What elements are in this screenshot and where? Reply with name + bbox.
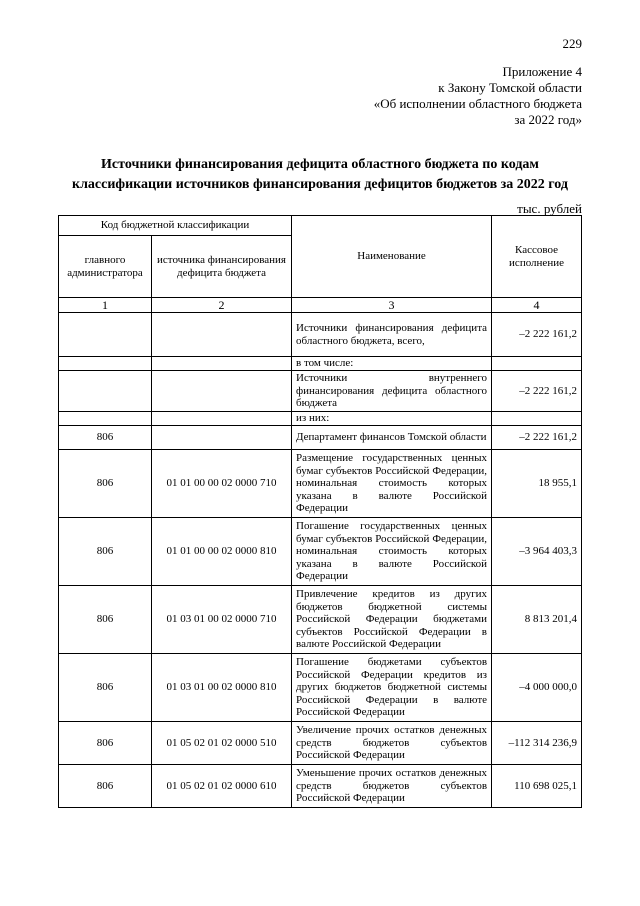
- name-cell: Уменьшение прочих остатков денежных средств бюджетов субъектов Российской Федерации: [292, 765, 492, 808]
- amount-cell: 110 698 025,1: [492, 765, 582, 808]
- admin-code-cell: 806: [59, 586, 152, 654]
- table-row: [59, 654, 582, 722]
- name-cell: Источники внутреннего финансирования дефицита областного бюджета: [292, 371, 492, 412]
- name-cell: из них:: [292, 412, 492, 426]
- amount-cell: [492, 412, 582, 426]
- source-code-cell: [152, 426, 292, 450]
- amount-cell: –4 000 000,0: [492, 654, 582, 722]
- amount-cell: 8 813 201,4: [492, 586, 582, 654]
- column-number: 4: [492, 298, 582, 313]
- name-cell: Погашение государственных ценных бумаг субъектов Российской Федерации, номинальная стоимость которых указана в валюте Российской Федерации: [292, 518, 492, 586]
- source-code-cell: 01 01 00 00 02 0000 810: [152, 518, 292, 586]
- source-code-cell: 01 01 00 00 02 0000 710: [152, 450, 292, 518]
- admin-code-cell: [59, 357, 152, 371]
- units-label: тыс. рублей: [517, 201, 582, 216]
- table-row: [59, 586, 582, 654]
- name-cell: Размещение государственных ценных бумаг субъектов Российской Федерации, номинальная стоимость которых указана в валюте Российской Федерации: [292, 450, 492, 518]
- source-code-cell: 01 05 02 01 02 0000 510: [152, 722, 292, 765]
- source-code-cell: [152, 412, 292, 426]
- name-cell: Увеличение прочих остатков денежных средств бюджетов субъектов Российской Федерации: [292, 722, 492, 765]
- document-title: [60, 155, 580, 195]
- appendix-line: Приложение 4: [502, 64, 582, 79]
- amount-cell: 18 955,1: [492, 450, 582, 518]
- appendix-line: за 2022 год»: [514, 112, 582, 127]
- column-number: 2: [152, 298, 292, 313]
- table-row: [59, 357, 582, 371]
- name-cell: Привлечение кредитов из других бюджетов бюджетной системы Российской Федерации бюджетами субъектов Российской Федерации в валюте Российской Федерации: [292, 586, 492, 654]
- page-number: 229: [562, 36, 582, 51]
- appendix-line: к Закону Томской области: [438, 80, 582, 95]
- admin-code-cell: [59, 313, 152, 357]
- admin-code-cell: 806: [59, 518, 152, 586]
- admin-code-cell: 806: [59, 654, 152, 722]
- header-amount: Кассовое исполнение: [492, 216, 582, 298]
- admin-code-cell: 806: [59, 722, 152, 765]
- name-cell: Департамент финансов Томской области: [292, 426, 492, 450]
- header-name: Наименование: [292, 216, 492, 298]
- amount-cell: –3 964 403,3: [492, 518, 582, 586]
- table-row: [59, 412, 582, 426]
- source-code-cell: [152, 357, 292, 371]
- appendix-header: [282, 64, 582, 128]
- admin-code-cell: 806: [59, 765, 152, 808]
- header-admin: главного администратора: [59, 236, 152, 298]
- title-line: Источники финансирования дефицита областного бюджета по кодам: [101, 157, 539, 172]
- amount-cell: –2 222 161,2: [492, 371, 582, 412]
- source-code-cell: [152, 313, 292, 357]
- sources-table: [58, 215, 582, 808]
- table-row: [59, 450, 582, 518]
- name-cell: Источники финансирования дефицита областного бюджета, всего,: [292, 313, 492, 357]
- amount-cell: –2 222 161,2: [492, 313, 582, 357]
- admin-code-cell: [59, 371, 152, 412]
- title-line: классификации источников финансирования дефицитов бюджетов за 2022 год: [72, 177, 568, 192]
- table-row: [59, 426, 582, 450]
- column-number: 3: [292, 298, 492, 313]
- name-cell: Погашение бюджетами субъектов Российской Федерации кредитов из других бюджетов бюджетной системы Российской Федерации в валюте Российской Федерации: [292, 654, 492, 722]
- admin-code-cell: [59, 412, 152, 426]
- table-row: [59, 371, 582, 412]
- amount-cell: –112 314 236,9: [492, 722, 582, 765]
- table-row: [59, 518, 582, 586]
- table-row: [59, 765, 582, 808]
- header-source: источника финансирования дефицита бюджета: [152, 236, 292, 298]
- source-code-cell: 01 03 01 00 02 0000 810: [152, 654, 292, 722]
- name-cell: в том числе:: [292, 357, 492, 371]
- table-row: [59, 722, 582, 765]
- appendix-line: «Об исполнении областного бюджета: [373, 96, 582, 111]
- amount-cell: [492, 357, 582, 371]
- header-code-group: Код бюджетной классификации: [59, 216, 292, 236]
- amount-cell: –2 222 161,2: [492, 426, 582, 450]
- source-code-cell: 01 03 01 00 02 0000 710: [152, 586, 292, 654]
- table-row: [59, 313, 582, 357]
- source-code-cell: 01 05 02 01 02 0000 610: [152, 765, 292, 808]
- admin-code-cell: 806: [59, 426, 152, 450]
- admin-code-cell: 806: [59, 450, 152, 518]
- source-code-cell: [152, 371, 292, 412]
- column-number: 1: [59, 298, 152, 313]
